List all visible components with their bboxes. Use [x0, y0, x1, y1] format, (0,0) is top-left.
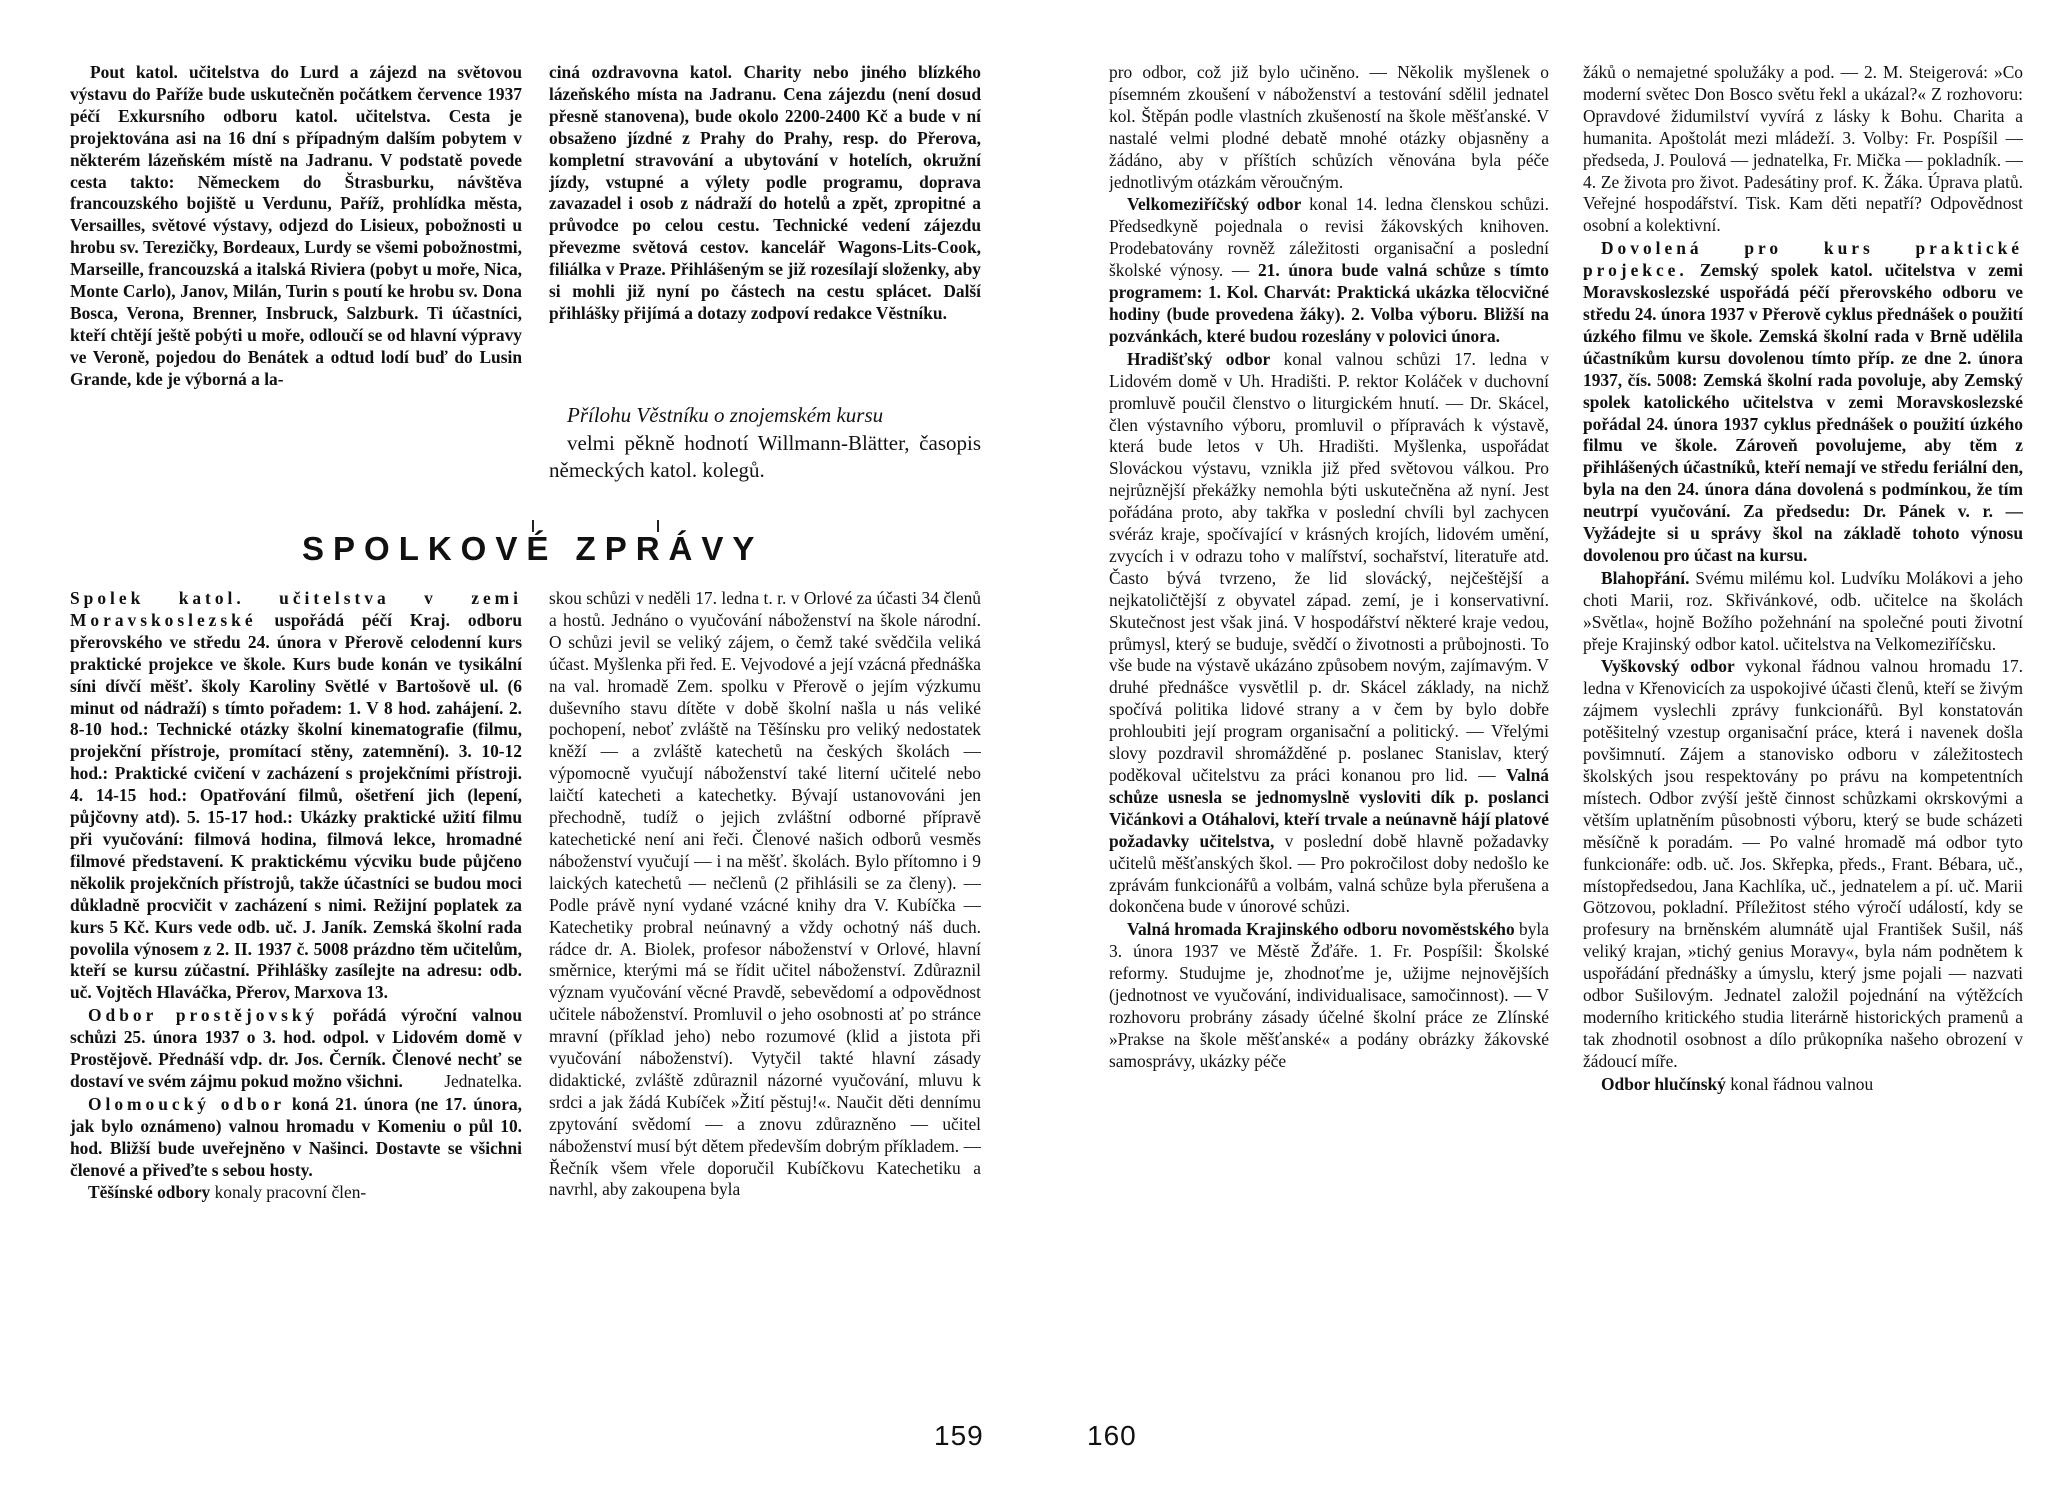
left-top-column-1: [70, 62, 522, 494]
course-leave-notice: [1583, 238, 2023, 567]
left-top-column-2: [549, 62, 981, 402]
notice-body: pořádá výroční valnou schůzi 25. února 1937 o 3. hod. odpol. v Lidovém domě v Prostějově. Přednáší vdp. dr. Jos. Černík. Členové nechť se dostaví ve svém zájmu pokud možno všichni.: [70, 1005, 522, 1091]
lourdes-pilgrimage-continued: ciná ozdravovna katol. Charity nebo jiného blízkého lázeňského místa na Jadranu. Cena zájezdu (není dosud přesně stanovena), bude okolo 2200-2400 Kč a bude v ní obsaženo jízdné z Prahy do Prahy, resp. do Přerova, kompletní stravování a ubytování v hotelích, okružní jízdy, vstupné a výlety podle programu, doprava zavazadel i osob z nádraží do hotelů a zpět, zpropitné a průvodce po celou cestu. Technické vedení zájezdu převezme světová cestov. kancelář Wagons-Lits-Cook, filiálka v Praze. Přihlášeným se již rozesílají složenky, aby si mohli již nyní po částech na cestu splácet. Další přihlášky přijímá a dotazy zodpoví redakce Věstníku.: [549, 62, 981, 323]
notice-lead: Odbor hlučínský: [1601, 1073, 1726, 1094]
vyskov-notice: [1583, 656, 2023, 1072]
lourdes-pilgrimage-text: Pout katol. učitelstva do Lurd a zájezd na světovou výstavu do Paříže bude uskutečněn počátkem července 1937 péčí Exkursního odboru katol. učitelstva. Cesta je projektována asi na 16 dní s případným dalším pobytem v některém lázeňském místě na Jadranu. V podstatě povede cesta takto: Německem do Štrasburku, návštěva francouzského bojiště u Verdunu, Paříž, prohlídka města, Versailles, světové výstavy, odjezd do Lisieux, pobožnosti u hrobu sv. Terezičky, Bordeaux, Lurdy se všemi pobožnostmi, Marseille, francouzská a italská Riviera (pobyt u moře, Nica, Monte Carlo), Janov, Milán, Turin s poutí ke hrobu sv. Dona Bosca, Verona, Brenner, Insbruck, Salzburk. Ti účastníci, kteří chtějí ještě pobýti u moře, odloučí se od hlavní výpravy ve Veroně, pojedou do Benátek a odtud lodí buď do Lusin Grande, kde je výborná a la-: [70, 62, 522, 389]
notice-body: Svému milému kol. Ludvíku Molákovi a jeho choti Marii, roz. Skřivánkové, odb. učitelce na školách »Světla«, hojně Božího požehnání na společné pouti životní přeje Krajinský odbor katol. učitelstva na Velkomeziříčsku.: [1583, 567, 2023, 654]
left-bottom-column-2: [549, 588, 981, 1438]
projection-course-notice: [70, 588, 522, 1004]
notice-body: konal valnou schůzi 17. ledna v Lidovém domě v Uh. Hradišti. P. rektor Koláček v duchovní promluvě poučil členstvo o liturgickém hnutí. — Dr. Skácel, člen výstavního výboru, promluvil o přípravách k výstavě, která bude letos v Uh. Hradišti. Myšlenka, uspořádat Slováckou výstavu, vznikla již před světovou válkou. Pro nejrůznější překážky nemohla býti uskutečněna až nyní. Jest pořádána proto, aby takřka v poslední chvíli byl zachycen svéráz kraje, spočívající v krásných krojích, lidovém umění, zvycích i v odrazu toho v malířství, sochařství, literatuře atd. Často bývá tvrzeno, že lid slovácký, nejčeštější a nejkatoličtější z obyvatel západ. zemí, je i konservativní. Skutečnost jest však jiná. V hospodářství některé kraje vedou, průmysl, který se buduje, svědčí o životnosti a průbojnosti. To vše bude na výstavě ukázáno způsobem novým, zajímavým. V druhé přednášce vysvětlil p. dr. Skácel základy, na nichž spočívá politika lidové strany a v čem by bylo dobře prohloubiti její program organisační a politický. — Vřelými slovy pozdravil shromážděné p. poslanec Stanislav, který poděkoval učitelstvu za práci konanou pro lid. —: [1109, 348, 1549, 785]
notice-body: byla 3. února 1937 ve Městě Žďáře. 1. Fr. Pospíšil: Školské reformy. Studujme je, zhodnoťme je, užijme nejnovějších (jednotnost ve vyučování, individualisace, samočinnost). — V rozhovoru probrány zásady účelné školní práce ze Zlínské »Prakse na škole měšťanské« a podány obrázky žákovské samosprávy, ukázky péče: [1109, 919, 1549, 1071]
notice-lead: Hradišťský odbor: [1127, 348, 1271, 369]
note-italic: Přílohu Věstníku o znojemském kursu: [567, 403, 884, 427]
notice-lead: Blahopřání.: [1601, 567, 1690, 588]
page-number: 160: [1087, 1420, 1137, 1451]
page-number: 159: [934, 1420, 984, 1451]
tesin-notice: [70, 1182, 522, 1204]
prostejov-notice: [70, 1005, 522, 1093]
notice-lead: Vyškovský odbor: [1601, 656, 1735, 677]
nove-mesto-notice: [1109, 919, 1549, 1072]
hradiste-notice: [1109, 349, 1549, 919]
notice-body: konal řádnou valnou: [1725, 1073, 1874, 1094]
right-column-1: [1109, 62, 1549, 1438]
notice-signature: Jednatelka.: [444, 1070, 522, 1091]
notice-lead: Spolek katol. učitelstva v zemi Moravskoslezské: [70, 588, 522, 630]
notice-body: vykonal řádnou valnou hromadu 17. ledna v Křenovicích za uspokojivé účasti členů, kteří se živým zájmem vyslechli zprávy funkcionářů. Byl konstatován potěšitelný vzestup organisační práce, která i navenek došla povšimnutí. Zájem a stanovisko odboru v záležitostech školských jsou respektovány po právu na kompetentních místech. Odbor zvýší ještě činnost schůzkami okrskovými a větším uplatněním působnosti výboru, který se bude scházeti měsíčně k poradám. — Po valné hromadě má odbor tyto funkcionáře: odb. uč. Jos. Skřepka, předs., Frant. Bébara, uč., místopředsedou, Jana Kachlíka, uč., jednatelem a pí. uč. Marii Götzovou, pokladní. Příležitost stého výročí událostí, kdy se profesury na brněnském alumnátě ujal František Sušil, náš veliký krajan, »tichý genius Moravy«, byla nám podnětem k uspořádání přednášky a úmyslu, který jsme pojali — nazvati odbor Sušilovým. Jednatel založil pojednání na výtěžcích moderního kritického studia literárně historických pramenů a tak zhodnotil osobnost a dílo průkopníka našeho obrození v žádoucí míře.: [1583, 656, 2023, 1071]
hlucin-notice: [1583, 1074, 2023, 1096]
notice-tail: v poslední době hlavně požadavky učitelů měšťanských škol. — Pro pokročilost doby nedošlo ke zprávám funkcionářů a volbám, valná schůze byla přerušena a dokončena bude v únorové schůzi.: [1109, 830, 1549, 917]
velke-mezirici-notice: [1109, 194, 1549, 347]
olomouc-notice: [70, 1094, 522, 1182]
note-plain: velmi pěkně hodnotí Willmann-Blätter, časopis německých katol. kolegů.: [549, 431, 981, 482]
tesin-notice-end: pro odbor, což již bylo učiněno. — Několik myšlenek o písemném zkoušení v náboženství a testování sdělil jednatel kol. Štěpán podle vlastních zkušeností na škole měšťanské. V nastalé velmi plodné debatě mnohé otázky objasněny a žádáno, aby v příštích schůzích věnována byla péče jednotlivým otázkám věroučným.: [1109, 62, 1549, 192]
nove-mesto-notice-continued: žáků o nemajetné spolužáky a pod. — 2. M. Steigerová: »Co moderní světec Don Bosco světu řekl a ukázal?« Z rozhovoru: Opravdové židumilství vyvírá z lásky k Bohu. Charita a humanita. Apoštolát mezi mládeží. 3. Volby: Fr. Pospíšil — předseda, J. Poulová — jednatelka, Fr. Mička — pokladník. — 4. Ze života pro život. Padesátiny prof. K. Žáka. Úprava platů. Veřejné hospodářství. Tisk. Kam děti nepatří? Odpovědnost osobní a kolektivní.: [1583, 62, 2023, 236]
notice-lead: Velkomeziříčský odbor: [1127, 194, 1302, 215]
notice-highlight: Valná schůze usnesla se jednomyslně vysloviti dík p. poslanci Vičánkovi a Otáhalovi, kteří trvale a neúnavně hájí platové požadavky učitelstva,: [1109, 765, 1549, 851]
right-column-2: [1583, 62, 2023, 1438]
notice-body: uspořádá péčí Kraj. odboru přerovského ve středu 24. února v Přerově celodenní kurs praktické projekce ve škole. Kurs bude konán ve tysikální síni dívčí měšť. školy Karoliny Světlé v Bartošově ul. (6 minut od nádraží) s tímto pořadem: 1. V 8 hod. zahájení. 2. 8-10 hod.: Technické otázky školní kinematografie (filmu, projekční přístroje, promítací stěny, zatemnění). 3. 10-12 hod.: Praktické cvičení v zacházení s projekčními přístroji. 4. 14-15 hod.: Opatřování filmů, ošetření jich (lepení, půjčovny atd). 5. 15-17 hod.: Ukázky praktické užití filmu při vyučování: filmová hodina, filmová lekce, hromadné filmové představení. K praktickému výcviku bude půjčeno několik projekčních přístrojů, takže účastníci se budou moci důkladně procvičit v zacházení s nimi. Režijní poplatek za kurs 5 Kč. Kurs vede odb. uč. J. Janík. Zemská školní rada povolila výnosem z 2. II. 1937 č. 5008 prázdno těm učitelům, kteří se kursu zúčastní. Přihlášky zasílejte na adresu: odb. uč. Vojtěch Hlaváčka, Přerov, Marxova 13.: [70, 609, 522, 1003]
notice-body: koná 21. února (ne 17. února, jak bylo oznámeno) valnou hromadu v Komeniu o půl 10. hod. Bližší bude uveřejněno v Našinci. Dostavte se všichni členové a přiveďte s sebou hosty.: [70, 1093, 522, 1180]
notice-lead: Olomoucký odbor: [88, 1093, 286, 1114]
right-page: [1029, 0, 2058, 1500]
section-heading: SPOLKOVÉ ZPRÁVY: [302, 530, 764, 567]
vestnik-note: [549, 402, 981, 494]
notice-lead: Valná hromada Krajinského odboru novoměstského: [1127, 919, 1515, 940]
notice-lead: Odbor prostějovský: [88, 1005, 319, 1026]
notice-body: konal 14. ledna členskou schůzi. Předsedkyně pojednala o revisi žákovských knihoven. Prodebatovány rovněž záležitosti organisační a poslední školské výnosy. —: [1109, 194, 1549, 281]
notice-lead: Dovolená pro kurs praktické projekce.: [1583, 238, 2023, 281]
notice-body: Zemský spolek katol. učitelstva v zemi Moravskoslezské uspořádá péčí přerovského odboru ve středu 24. února 1937 v Přerově cyklus přednášek o použití úzkého filmu ve škole. Zemská školní rada v Brně udělila účastníkům kursu dovolenou tímto příp. ze dne 2. února 1937, čís. 5008: Zemská školní rada povoluje, aby Zemský spolek katolického učitelstva v zemi Moravskoslezské pořádal 24. února 1937 cyklus přednášek o použití úzkého filmu ve škole. Zároveň povolujeme, aby těm z přihlášených účastníků, kteří nemají ve středu feriální den, byla na den 24. února dána dovolená s podmínkou, že tím neutrpí vyučování. Za předsedu: Dr. Pánek v. r. — Vyžádejte si u správy škol na základě tohoto výnosu dovolenou pro účast na kursu.: [1583, 260, 2023, 565]
notice-body: konaly pracovní člen-: [210, 1182, 367, 1203]
left-bottom-column-1: [70, 588, 522, 1438]
notice-highlight: 21. února bude valná schůze s tímto programem: 1. Kol. Charvát: Praktická ukázka tělocvičné hodiny (bude provedena žáky). 2. Volba výboru. Bližší na pozvánkách, které budou rozeslány v polovici února.: [1109, 260, 1549, 346]
tesin-notice-continued: skou schůzi v neděli 17. ledna t. r. v Orlové za účasti 34 členů a hostů. Jednáno o vyučování náboženství na škole národní. O schůzi jevil se veliký zájem, o čemž také svědčila veliká účast. Myšlenka při řed. E. Vejvodové a její vzácná přednáška na val. hromadě Zem. spolku v Přerově o jejím výzkumu duševního stavu dítěte v době školní našla u nás veliké pochopení, neboť zvláště na Těšínsku pro veliký nedostatek kněží — a zvláště katechetů na českých školách — výpomocně vyučují náboženství také literní učitelé nebo laičtí katecheti a katechetky. Bývají ustanovováni jen přechodně, tudíž o jejich zvláštní odborné přípravě katechetické není ani řeči. Členové našich odborů vesměs náboženství vyučují — i na měšť. školách. Bylo přítomno i 9 laických katechetů — nečlenů (2 přihlásili se za členy). — Podle právě nyní vydané vzácné knihy dra V. Kubíčka — Katechetiky probral neúnavný a vždy ochotný náš duch. rádce dr. A. Biolek, profesor náboženství v Orlové, hlavní směrnice, kterými má se řídit učitel náboženství. Zdůraznil význam vyučování věcné Pravdě, sebevědomí a odpovědnost učitele náboženství. Promluvil o jeho osobnosti ať po stránce mravní (příklad jeho) nebo rozumové (klid a jistota při vyučování náboženství). Vytyčil takté hlavní zásady didaktické, zvláště zdůraznil názorné vyučování, mluvu k srdci a jak žádá Kubíček »Žití pěstuj!«. Naučit děti dennímu zpytování svědomí — a znovu zdůrazněno — učitel náboženství musí být dětem především dobrým příkladem. — Řečník všem vřele doporučil Kubíčkovu Katechetiku a navrhl, aby zakoupena byla: [549, 588, 981, 1200]
congratulations-notice: [1583, 568, 2023, 656]
notice-lead: Těšínské odbory: [88, 1182, 211, 1203]
